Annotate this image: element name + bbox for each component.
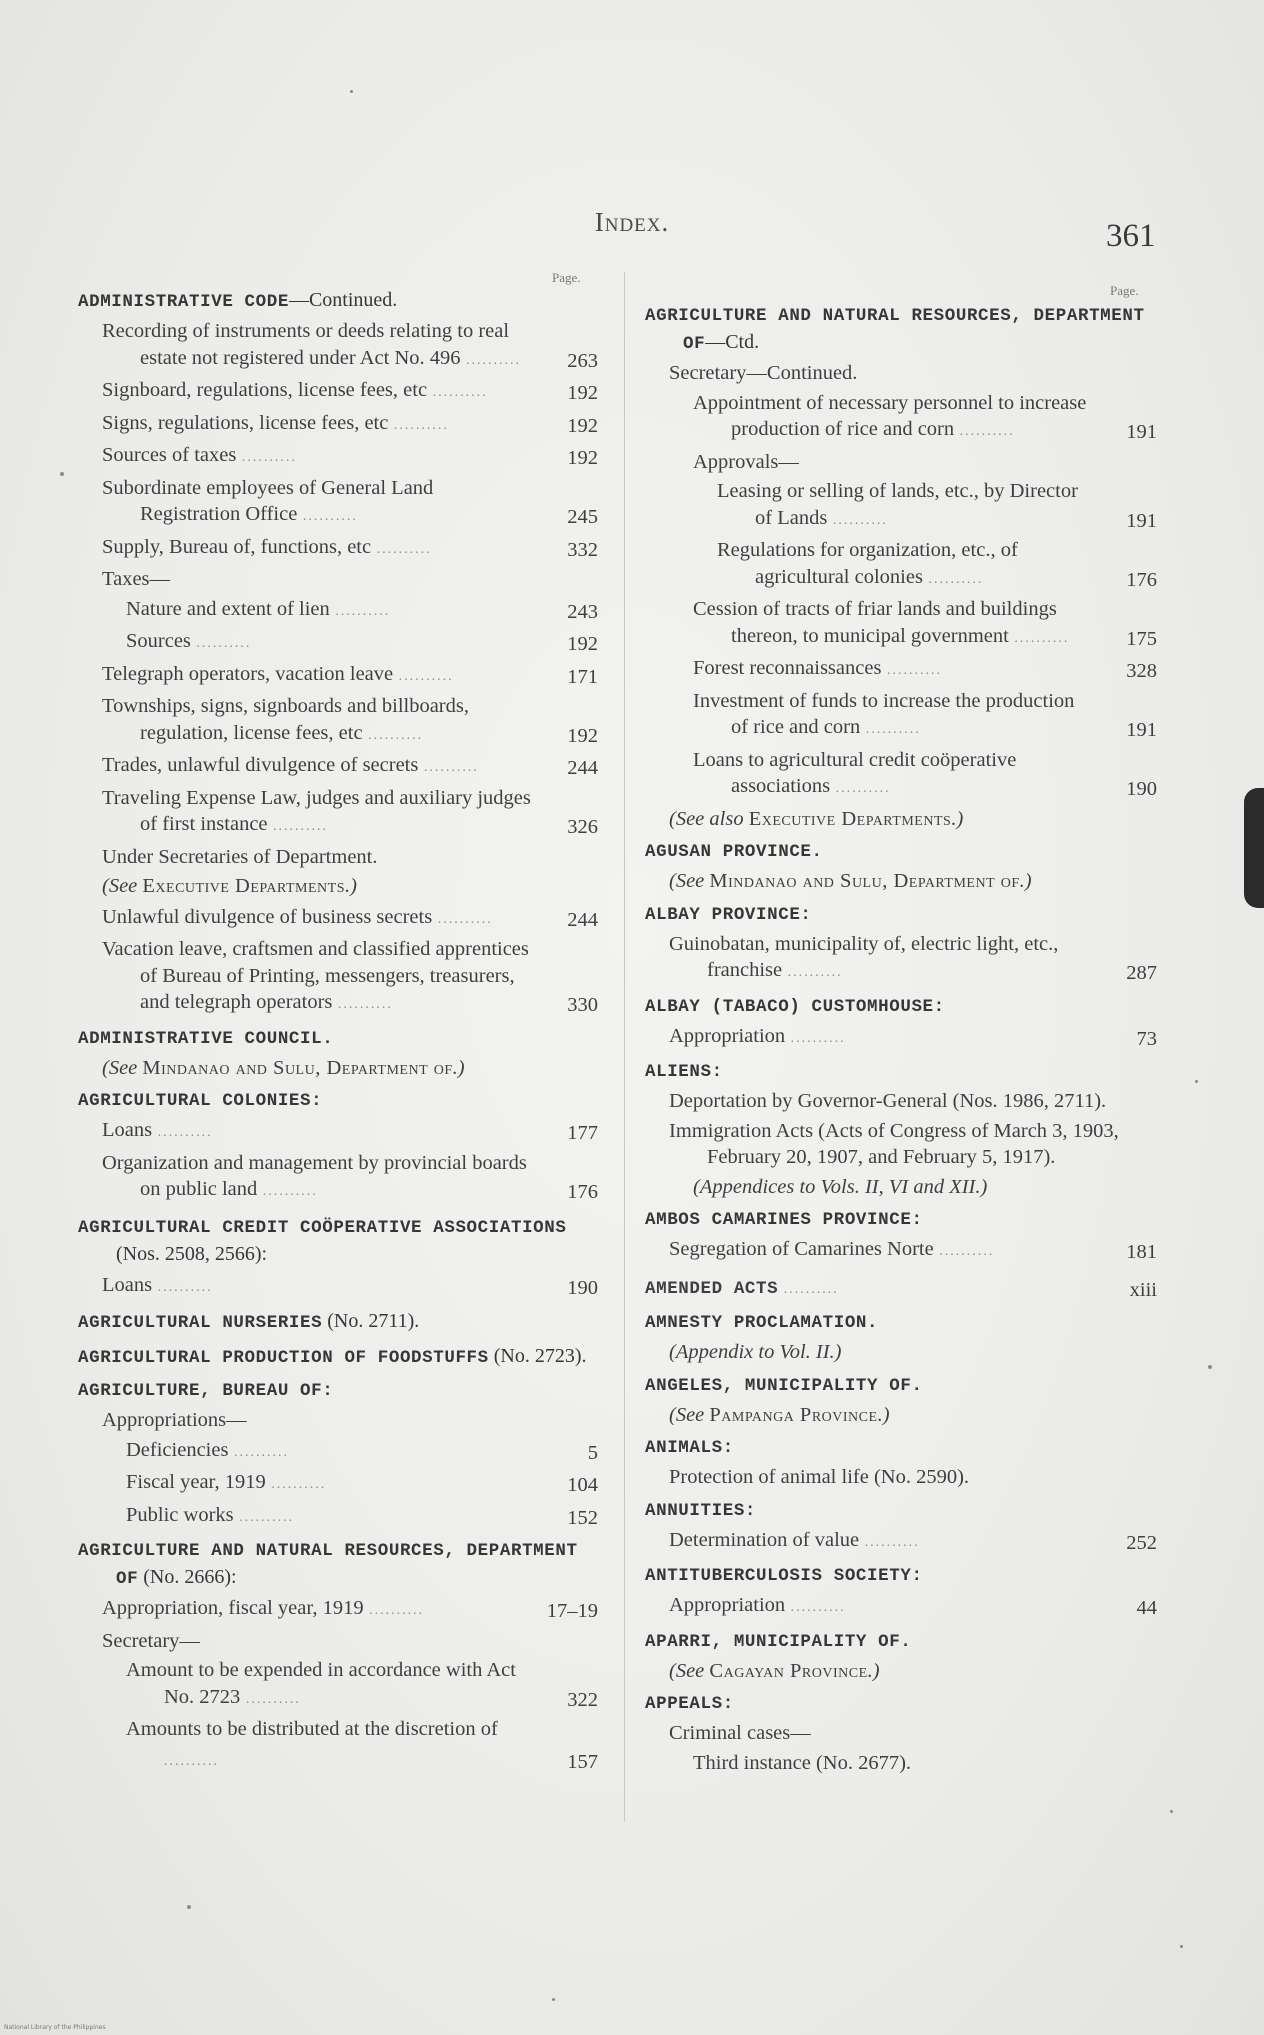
entry-text: [78, 1657, 532, 1713]
index-subheading: [78, 1407, 598, 1434]
entry-label: Townships, signs, signboards and billboards, regulation, license fees, etc: [102, 695, 469, 744]
entry-text: [78, 628, 532, 658]
index-heading: [645, 1563, 1157, 1589]
index-heading: [645, 1435, 1157, 1461]
reference-suffix: .): [877, 1403, 890, 1426]
heading-text: AGRICULTURAL PRODUCTION OF FOODSTUFFS: [78, 1348, 489, 1368]
page-ref: 190: [1126, 778, 1157, 800]
dot-leader: ..........: [922, 571, 984, 587]
reference-target: Mindanao and Sulu, Department of: [709, 870, 1020, 892]
reference-target: Pampanga Province: [709, 1403, 878, 1426]
reference-suffix: .): [1019, 870, 1032, 892]
dot-leader: ..........: [329, 603, 391, 619]
reference-prefix: (Appendix to Vol. II.): [669, 1341, 842, 1363]
dot-leader: ..........: [1008, 630, 1070, 646]
cross-reference: [645, 1174, 1157, 1201]
dot-leader: ..........: [371, 541, 432, 557]
index-entry: [645, 747, 1157, 803]
dot-leader: ..........: [933, 1244, 995, 1259]
index-subheading: [78, 566, 598, 593]
dot-leader: ..........: [228, 1444, 289, 1460]
index-entry: [78, 596, 598, 626]
reference-prefix: (See: [669, 870, 710, 892]
page-ref: 157: [567, 1750, 598, 1773]
dot-leader: ..........: [164, 1753, 219, 1769]
entry-label: Traveling Expense Law, judges and auxiliary judges of first instance: [102, 786, 531, 835]
index-subheading: [78, 1628, 598, 1655]
dot-leader: ..........: [830, 781, 891, 796]
entry-label: Investment of funds to increase the production of rice and corn: [693, 689, 1075, 738]
heading-text: AGRICULTURAL NURSERIES: [78, 1313, 323, 1333]
page-ref: xiii: [1129, 1278, 1157, 1301]
cross-reference: [645, 1402, 1157, 1429]
entry-text: [78, 661, 532, 691]
column-divider: [624, 272, 625, 1822]
index-entry: [78, 318, 598, 374]
dot-leader: ..........: [782, 965, 843, 980]
entry-label: Organization and management by provincial boards on public land: [102, 1151, 527, 1200]
page-number: 361: [1106, 218, 1156, 254]
page-ref: 332: [567, 538, 598, 561]
entry-text: [645, 655, 1091, 685]
scan-speck: [187, 1905, 191, 1909]
index-column-left: [78, 280, 598, 1778]
entry-text: [78, 936, 532, 1019]
index-entry: [645, 931, 1157, 987]
dot-leader: ..........: [257, 1184, 318, 1199]
entry-text: [645, 390, 1091, 446]
reference-target: Executive Departments: [748, 807, 952, 830]
running-head: Index.: [594, 207, 670, 237]
index-entry: [78, 1150, 598, 1206]
heading-text: ANGELES, MUNICIPALITY OF.: [645, 1375, 923, 1396]
scan-speck: [1170, 1810, 1173, 1813]
index-entry: [78, 442, 598, 472]
cross-reference: [78, 1055, 598, 1082]
entry-label: Cession of tracts of friar lands and buildings thereon, to municipal government: [693, 598, 1057, 647]
dot-leader: ..........: [778, 1281, 839, 1297]
heading-text: AGUSAN PROVINCE.: [645, 842, 823, 862]
entry-text: [645, 931, 1091, 987]
scan-speck: [1208, 1365, 1212, 1369]
index-entry: [78, 1716, 598, 1775]
index-entry: [78, 534, 598, 564]
index-entry: [645, 1236, 1157, 1266]
entry-text: [645, 537, 1091, 593]
entry-label: Segregation of Camarines Norte: [669, 1238, 934, 1260]
index-heading: [78, 1378, 598, 1404]
heading-text: AMNESTY PROCLAMATION.: [645, 1313, 879, 1333]
entry-label: Nature and extent of lien: [126, 597, 330, 620]
heading-text: ADMINISTRATIVE CODE: [78, 292, 289, 312]
index-entry: [78, 785, 598, 841]
dot-leader: ..........: [363, 1603, 425, 1618]
dot-leader: ..........: [460, 352, 522, 368]
entry-text: [78, 475, 532, 531]
entry-text: [645, 1527, 1091, 1557]
index-heading: [78, 1026, 598, 1052]
entry-label: Determination of value: [669, 1528, 860, 1551]
index-heading: [645, 839, 1157, 865]
heading-text: ANNUITIES:: [645, 1500, 757, 1521]
entry-label: Forest reconnaissances: [693, 657, 882, 679]
index-heading: [645, 1207, 1157, 1233]
dot-leader: ..........: [418, 760, 479, 775]
entry-text: [645, 1274, 1091, 1304]
subheading-text: Secretary—: [102, 1629, 200, 1652]
index-entry: [78, 1437, 598, 1467]
dot-leader: ..........: [785, 1030, 846, 1046]
heading-suffix: (Nos. 2508, 2566):: [116, 1242, 268, 1265]
entry-text: [78, 534, 532, 564]
heading-text: ADMINISTRATIVE COUNCIL.: [78, 1028, 334, 1049]
entry-label: Appropriation: [669, 1024, 786, 1047]
page-ref: 244: [567, 908, 598, 931]
heading-text: AGRICULTURAL CREDIT COÖPERATIVE ASSOCIATIONS: [78, 1217, 567, 1238]
reference-suffix: .): [867, 1659, 880, 1682]
heading-text: AGRICULTURE, BUREAU OF:: [78, 1381, 334, 1401]
dot-leader: ..........: [427, 385, 488, 400]
page-ref: 152: [567, 1506, 598, 1529]
subheading-text: Protection of animal life (No. 2590).: [669, 1466, 970, 1488]
dot-leader: ..........: [190, 636, 252, 651]
page-ref: 330: [567, 994, 598, 1016]
entry-label: Signs, regulations, license fees, etc: [102, 411, 389, 434]
index-entry: [78, 1117, 598, 1147]
page-ref: 175: [1126, 627, 1157, 650]
entry-label: Vacation leave, craftsmen and classified apprentices of Bureau of Printing, messengers, treasurers, and telegraph operators: [102, 938, 529, 1013]
index-heading: [78, 1343, 598, 1371]
index-entry: [78, 661, 598, 691]
entry-text: [78, 1117, 532, 1147]
index-entry: [78, 1502, 598, 1532]
reference-prefix: (See: [102, 1056, 143, 1079]
cross-reference: [645, 868, 1157, 895]
reference-prefix: (See: [102, 875, 143, 897]
reference-target: Cagayan Province: [709, 1659, 868, 1682]
index-entry: [78, 904, 598, 934]
index-subheading: [645, 360, 1157, 387]
page-ref: 328: [1126, 660, 1157, 682]
entry-text: [78, 410, 532, 440]
reference-target: Executive Departments: [142, 875, 346, 897]
heading-text: AGRICULTURE AND NATURAL RESOURCES, DEPARTMENT OF: [645, 306, 1145, 354]
dot-leader: ..........: [297, 509, 358, 524]
heading-text: AGRICULTURAL COLONIES:: [78, 1091, 323, 1111]
dot-leader: ..........: [860, 722, 921, 737]
entry-text: [78, 1437, 532, 1467]
index-entry: [645, 596, 1157, 652]
entry-text: [78, 1272, 532, 1302]
index-entry: [78, 1595, 598, 1625]
page-ref: 322: [567, 1688, 598, 1711]
dot-leader: ..........: [859, 1534, 920, 1550]
heading-text: ALIENS:: [645, 1062, 723, 1082]
heading-suffix: (No. 2711).: [322, 1310, 420, 1332]
entry-label: Loans: [102, 1273, 153, 1296]
dot-leader: ..........: [827, 512, 888, 528]
scan-speck: [552, 1998, 555, 2001]
reference-prefix: (See: [669, 1403, 710, 1426]
index-entry: [645, 390, 1157, 446]
index-heading: [78, 1213, 598, 1269]
reference-target: Mindanao and Sulu, Department of: [142, 1056, 453, 1079]
entry-text: [78, 318, 532, 374]
dot-leader: ..........: [152, 1125, 213, 1140]
index-subheading: [645, 449, 1157, 476]
entry-text: [78, 596, 532, 626]
dot-leader: ..........: [362, 727, 424, 743]
index-heading: [645, 1629, 1157, 1655]
entry-label: Fiscal year, 1919: [126, 1471, 266, 1493]
index-entry: [78, 377, 598, 407]
dot-leader: ..........: [881, 663, 942, 678]
entry-label: Leasing or selling of lands, etc., by Director of Lands: [717, 480, 1078, 529]
page-ref: 252: [1126, 1531, 1157, 1554]
subheading-text: Third instance (No. 2677).: [693, 1751, 912, 1774]
index-entry: [645, 1527, 1157, 1557]
heading-text: ALBAY PROVINCE:: [645, 904, 812, 925]
index-heading: [78, 1308, 598, 1336]
page-ref: 244: [567, 757, 598, 779]
index-column-right: [645, 296, 1157, 1779]
page-ref: 17–19: [546, 1600, 598, 1622]
scan-speck: [1195, 1080, 1198, 1083]
page-column-label-left: Page.: [552, 270, 581, 285]
entry-label: Telegraph operators, vacation leave: [102, 662, 394, 685]
heading-text: AGRICULTURE AND NATURAL RESOURCES, DEPARTMENT OF: [78, 1541, 578, 1589]
page-ref: 191: [1126, 421, 1157, 443]
entry-text: [78, 1469, 532, 1499]
page-ref: 245: [567, 506, 598, 528]
entry-label: Recording of instruments or deeds relating to real estate not registered under Act No. 496: [102, 320, 510, 369]
page-ref: 190: [567, 1276, 598, 1299]
index-entry: [645, 478, 1157, 534]
index-entry: [78, 1469, 598, 1499]
heading-text: ANTITUBERCULOSIS SOCIETY:: [645, 1566, 923, 1586]
index-entry: [78, 475, 598, 531]
entry-text: [78, 752, 532, 782]
subheading-text: Secretary—Continued.: [669, 362, 858, 384]
page-ref: 192: [567, 382, 598, 404]
page-ref: 176: [1126, 568, 1157, 591]
entry-label: Regulations for organization, etc., of agricultural colonies: [717, 539, 1018, 588]
subheading-text: Taxes—: [102, 568, 171, 590]
entry-text: [78, 693, 532, 749]
index-entry: [78, 693, 598, 749]
index-heading: [645, 1310, 1157, 1336]
page-ref: 192: [567, 724, 598, 747]
heading-suffix: —Continued.: [288, 289, 398, 311]
heading-text: ANIMALS:: [645, 1438, 734, 1458]
subheading-text: Approvals—: [693, 450, 799, 473]
entry-label: Subordinate employees of General Land Registration Office: [102, 476, 434, 525]
page-edge-shadow: [1244, 788, 1264, 908]
entry-label: Guinobatan, municipality of, electric light, etc., franchise: [669, 932, 1059, 981]
entry-text: [645, 1236, 1091, 1266]
entry-text: [645, 478, 1091, 534]
entry-text: [78, 1150, 532, 1206]
heading-suffix: —Ctd.: [705, 331, 760, 353]
dot-leader: ..........: [954, 424, 1015, 439]
reference-suffix: .): [951, 807, 964, 830]
cross-reference: [78, 873, 598, 900]
index-subheading: [645, 1750, 1157, 1777]
index-heading: [645, 1059, 1157, 1085]
index-entry: [645, 1023, 1157, 1053]
archive-stamp: National Library of the Philippines: [4, 2024, 106, 2031]
entry-label: Appointment of necessary personnel to increase production of rice and corn: [693, 391, 1087, 440]
page-ref: 5: [587, 1441, 598, 1464]
page-ref: 326: [567, 816, 598, 838]
dot-leader: ..........: [152, 1279, 213, 1295]
entry-text: [78, 1716, 532, 1775]
entry-label: Amounts to be distributed at the discretion of: [126, 1718, 498, 1740]
index-entry: [645, 1592, 1157, 1622]
cross-reference: [645, 1339, 1157, 1366]
index-entry: [78, 1272, 598, 1302]
index-entry: [645, 537, 1157, 593]
entry-text: [645, 1592, 1091, 1622]
cross-reference: [645, 1658, 1157, 1685]
heading-text: AMBOS CAMARINES PROVINCE:: [645, 1210, 923, 1230]
dot-leader: ..........: [785, 1600, 846, 1615]
index-entry: [78, 628, 598, 658]
index-heading: [645, 1373, 1157, 1399]
reference-suffix: .): [452, 1056, 465, 1079]
index-entry: [645, 688, 1157, 744]
entry-text: [78, 785, 532, 841]
dot-leader: ..........: [267, 819, 329, 834]
subheading-text: Deportation by Governor-General (Nos. 1986, 2711).: [669, 1090, 1107, 1112]
entry-label: Sources: [126, 630, 191, 652]
entry-text: [78, 904, 532, 934]
page-ref: 192: [567, 633, 598, 655]
entry-text: [78, 1595, 532, 1625]
entry-label: Deficiencies: [126, 1438, 229, 1461]
entry-text: [78, 442, 532, 472]
reference-prefix: (Appendices to Vols. II, VI and XII.): [693, 1175, 988, 1198]
subheading-text: Immigration Acts (Acts of Congress of March 3, 1903, February 20, 1907, and February 5, 1917).: [669, 1119, 1119, 1168]
index-heading: [645, 1498, 1157, 1524]
heading-suffix: (No. 2723).: [488, 1345, 587, 1367]
heading-text: ALBAY (TABACO) CUSTOMHOUSE:: [645, 996, 945, 1017]
entry-label: Supply, Bureau of, functions, etc: [102, 535, 372, 558]
heading-suffix: (No. 2666):: [138, 1566, 237, 1588]
entry-label: Loans: [102, 1119, 153, 1141]
entry-label: Signboard, regulations, license fees, etc: [102, 379, 428, 401]
reference-prefix: (See also: [669, 807, 749, 830]
heading-text: APARRI, MUNICIPALITY OF.: [645, 1631, 912, 1652]
heading-text: APPEALS:: [645, 1694, 734, 1714]
entry-label: Public works: [126, 1503, 234, 1526]
page-ref: 191: [1126, 719, 1157, 741]
page-ref: 177: [567, 1122, 598, 1144]
dot-leader: ..........: [432, 911, 493, 927]
page-ref: 104: [567, 1474, 598, 1496]
page-ref: 263: [567, 349, 598, 372]
index-entry: [78, 410, 598, 440]
subheading-text: Appropriations—: [102, 1409, 247, 1431]
page-ref: 191: [1126, 509, 1157, 532]
page-ref: 176: [567, 1181, 598, 1203]
subheading-text: Under Secretaries of Department.: [102, 845, 378, 868]
entry-text: [645, 747, 1091, 803]
index-subheading: [78, 844, 598, 871]
index-heading: [645, 902, 1157, 928]
reference-prefix: (See: [669, 1659, 710, 1682]
index-entry: [645, 655, 1157, 685]
entry-text: [78, 377, 532, 407]
subheading-text: Criminal cases—: [669, 1722, 811, 1744]
page-ref: 73: [1136, 1027, 1157, 1050]
entry-label: Trades, unlawful divulgence of secrets: [102, 754, 419, 776]
index-subheading: [645, 1088, 1157, 1115]
dot-leader: ..........: [393, 668, 454, 684]
entry-text: [645, 596, 1091, 652]
dot-leader: ..........: [388, 417, 449, 433]
entry-text: [78, 1502, 532, 1532]
dot-leader: ..........: [265, 1477, 327, 1492]
dot-leader: ..........: [240, 1691, 301, 1707]
entry-label: Appropriation: [669, 1594, 786, 1616]
index-heading: [645, 994, 1157, 1020]
entry-label: Sources of taxes: [102, 444, 237, 466]
cross-reference: [645, 806, 1157, 833]
index-heading: [645, 1691, 1157, 1717]
page-ref: 171: [567, 665, 598, 688]
index-heading: [78, 1088, 598, 1114]
page-ref: 44: [1136, 1597, 1157, 1619]
page-column-label-right: Page.: [1110, 283, 1139, 298]
dot-leader: ..........: [233, 1509, 295, 1525]
page-ref: 192: [567, 447, 598, 469]
page-ref: 287: [1126, 962, 1157, 984]
index-entry: [78, 752, 598, 782]
index-subheading: [645, 1464, 1157, 1491]
dot-leader: ..........: [236, 450, 297, 465]
scan-speck: [60, 472, 64, 476]
index-entry: [78, 1657, 598, 1713]
index-heading: [78, 287, 598, 315]
page-ref: 243: [567, 600, 598, 623]
index-entry: [78, 936, 598, 1019]
index-subheading: [645, 1118, 1157, 1171]
index-subheading: [645, 1720, 1157, 1747]
page-ref: 192: [567, 414, 598, 437]
entry-label: Unlawful divulgence of business secrets: [102, 905, 433, 928]
entry-label: Appropriation, fiscal year, 1919: [102, 1597, 364, 1619]
index-entry: [645, 1274, 1157, 1304]
entry-label: Amount to be expended in accordance with Act No. 2723: [126, 1659, 516, 1708]
entry-text: [645, 1023, 1091, 1053]
scan-speck: [1180, 1945, 1183, 1948]
index-heading: [78, 1538, 598, 1592]
entry-text: [645, 688, 1091, 744]
entry-label: AMENDED ACTS: [645, 1278, 779, 1299]
index-heading: [645, 303, 1157, 357]
reference-suffix: .): [345, 875, 357, 897]
page-ref: 181: [1126, 1241, 1157, 1263]
scan-speck: [350, 90, 353, 93]
dot-leader: ..........: [332, 997, 393, 1012]
entry-label: Loans to agricultural credit coöperative associations: [693, 748, 1017, 797]
